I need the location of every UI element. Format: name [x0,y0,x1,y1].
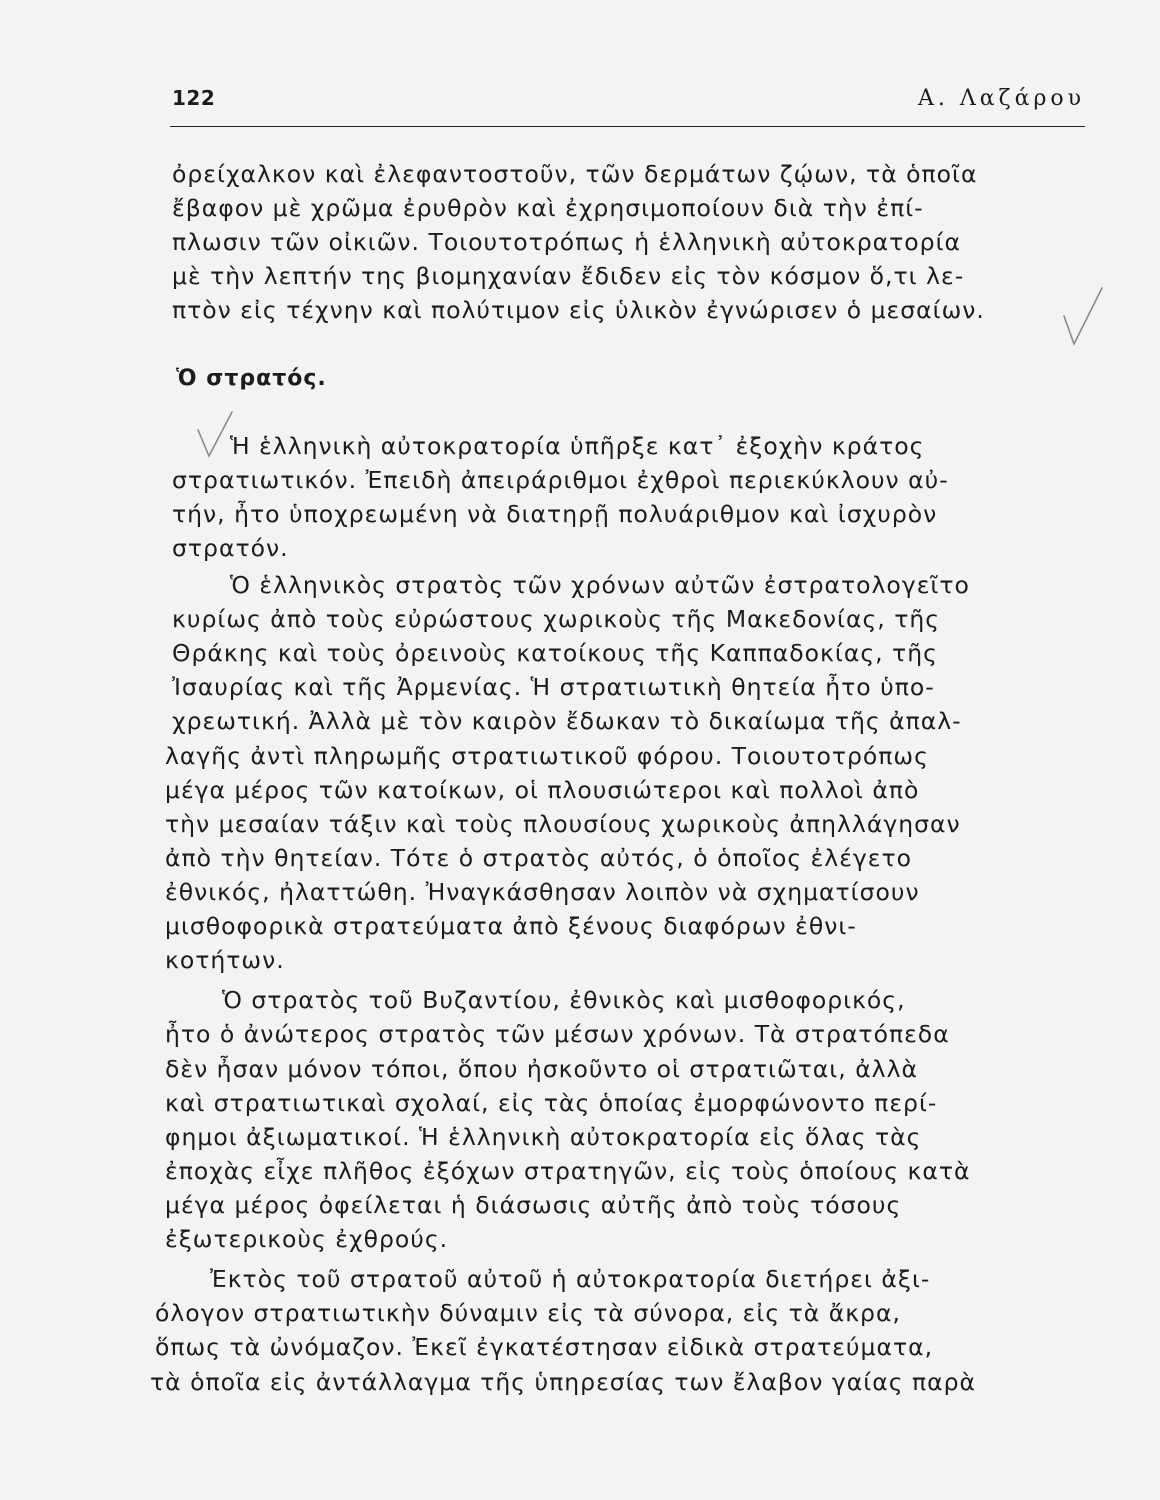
page-header [170,86,1085,132]
text-line: δὲν ἦσαν μόνον τόποι, ὅπου ἠσκοῦντο οἱ στρατιῶται, ἀλλὰ [165,1055,918,1083]
text-line: μέγα μέρος τῶν κατοίκων, οἱ πλουσιώτεροι καὶ πολλοὶ ἀπὸ [165,776,920,804]
text-line: στρατόν. [172,534,289,562]
section-heading: Ὁ στρατός. [176,366,327,391]
text-line: ἐποχὰς εἶχε πλῆθος ἐξόχων στρατηγῶν, εἰς τοὺς ὁποίους κατὰ [165,1157,971,1185]
text-line: μέγα μέρος ὀφείλεται ἡ διάσωσις αὐτῆς ἀπὸ τοὺς τόσους [165,1191,902,1219]
text-line: Ὁ στρατὸς τοῦ Βυζαντίου, ἐθνικὸς καὶ μισθοφορικός, [222,986,906,1014]
text-line: χρεωτική. Ἀλλὰ μὲ τὸν καιρὸν ἔδωκαν τὸ δικαίωμα τῆς ἀπαλ- [172,707,962,735]
text-line: φημοι ἀξιωματικοί. Ἡ ἑλληνικὴ αὐτοκρατορία εἰς ὅλας τὰς [165,1123,922,1151]
text-line: ἦτο ὁ ἀνώτερος στρατὸς τῶν μέσων χρόνων. Τὰ στρατόπεδα [165,1020,950,1048]
text-line: Θράκης καὶ τοὺς ὀρεινοὺς κατοίκους τῆς Καππαδοκίας, τῆς [172,639,938,667]
text-line: ὅπως τὰ ὠνόμαζον. Ἐκεῖ ἐγκατέστησαν εἰδικὰ στρατεύματα, [155,1333,934,1361]
text-line: μὲ τὴν λεπτήν της βιομηχανίαν ἔδιδεν εἰς τὸν κόσμον ὅ,τι λε- [172,262,965,290]
header-rule [170,126,1085,127]
text-line: τὰ ὁποῖα εἰς ἀντάλλαγμα τῆς ὑπηρεσίας των ἔλαβον γαίας παρὰ [150,1368,977,1396]
text-line: Ἐκτὸς τοῦ στρατοῦ αὐτοῦ ἡ αὐτοκρατορία διετήρει ἀξι- [210,1265,931,1293]
pencil-check-mark-icon [1058,282,1108,352]
text-line: λαγῆς ἀντὶ πληρωμῆς στρατιωτικοῦ φόρου. Τοιουτοτρόπως [165,742,929,770]
text-line: ἐθνικός, ἠλαττώθη. Ἠναγκάσθησαν λοιπὸν νὰ σχηματίσουν [165,878,920,906]
text-line: όλογον στρατιωτικὴν δύναμιν εἰς τὰ σύνορα, εἰς τὰ ἄκρα, [155,1299,901,1327]
text-line: ἐξωτερικοὺς ἐχθρούς. [165,1225,449,1253]
text-line: ἔβαφον μὲ χρῶμα ἐρυθρὸν καὶ ἐχρησιμοποίουν διὰ τὴν ἐπί- [172,194,924,222]
text-line: ὀρείχαλκον καὶ ἐλεφαντοστοῦν, τῶν δερμάτων ζῴων, τὰ ὁποῖα [172,160,978,188]
text-line: Ἰσαυρίας καὶ τῆς Ἀρμενίας. Ἡ στρατιωτικὴ θητεία ἦτο ὑπο- [172,673,935,701]
pencil-check-mark-icon [192,408,238,462]
text-line: στρατιωτικόν. Ἐπειδὴ ἀπειράριθμοι ἐχθροὶ περιεκύκλουν αὐ- [172,466,949,494]
text-line: ἀπὸ τὴν θητείαν. Τότε ὁ στρατὸς αὐτός, ὁ ὁποῖος ἐλέγετο [165,844,913,872]
text-line: καὶ στρατιωτικαὶ σχολαί, εἰς τὰς ὁποίας ἐμορφώνοντο περί- [165,1089,938,1117]
text-line: κυρίως ἀπὸ τοὺς εὐρώστους χωρικοὺς τῆς Μακεδονίας, τῆς [172,605,941,633]
text-line: τήν, ἦτο ὑποχρεωμένη νὰ διατηρῇ πολυάριθμον καὶ ἰσχυρὸν [172,500,938,528]
text-line: μισθοφορικὰ στρατεύματα ἀπὸ ξένους διαφόρων ἐθνι- [165,912,857,940]
text-line: πλωσιν τῶν οἰκιῶν. Τοιουτοτρόπως ἡ ἑλληνικὴ αὐτοκρατορία [172,228,962,256]
text-line: Ὁ ἑλληνικὸς στρατὸς τῶν χρόνων αὐτῶν ἐστρατολογεῖτο [230,571,970,599]
page-number: 122 [172,86,216,110]
text-line: πτὸν εἰς τέχνην καὶ πολύτιμον εἰς ὑλικὸν ἐγνώρισεν ὁ μεσαίων. [172,296,985,324]
text-line: τὴν μεσαίαν τάξιν καὶ τοὺς πλουσίους χωρικοὺς ἀπηλλάγησαν [165,810,961,838]
text-line: κοτήτων. [165,946,285,974]
text-line: Ἡ ἑλληνικὴ αὐτοκρατορία ὑπῆρξε κατ᾽ ἐξοχὴν κράτος [230,432,925,460]
running-head: Α. Λαζάρου [918,86,1085,111]
